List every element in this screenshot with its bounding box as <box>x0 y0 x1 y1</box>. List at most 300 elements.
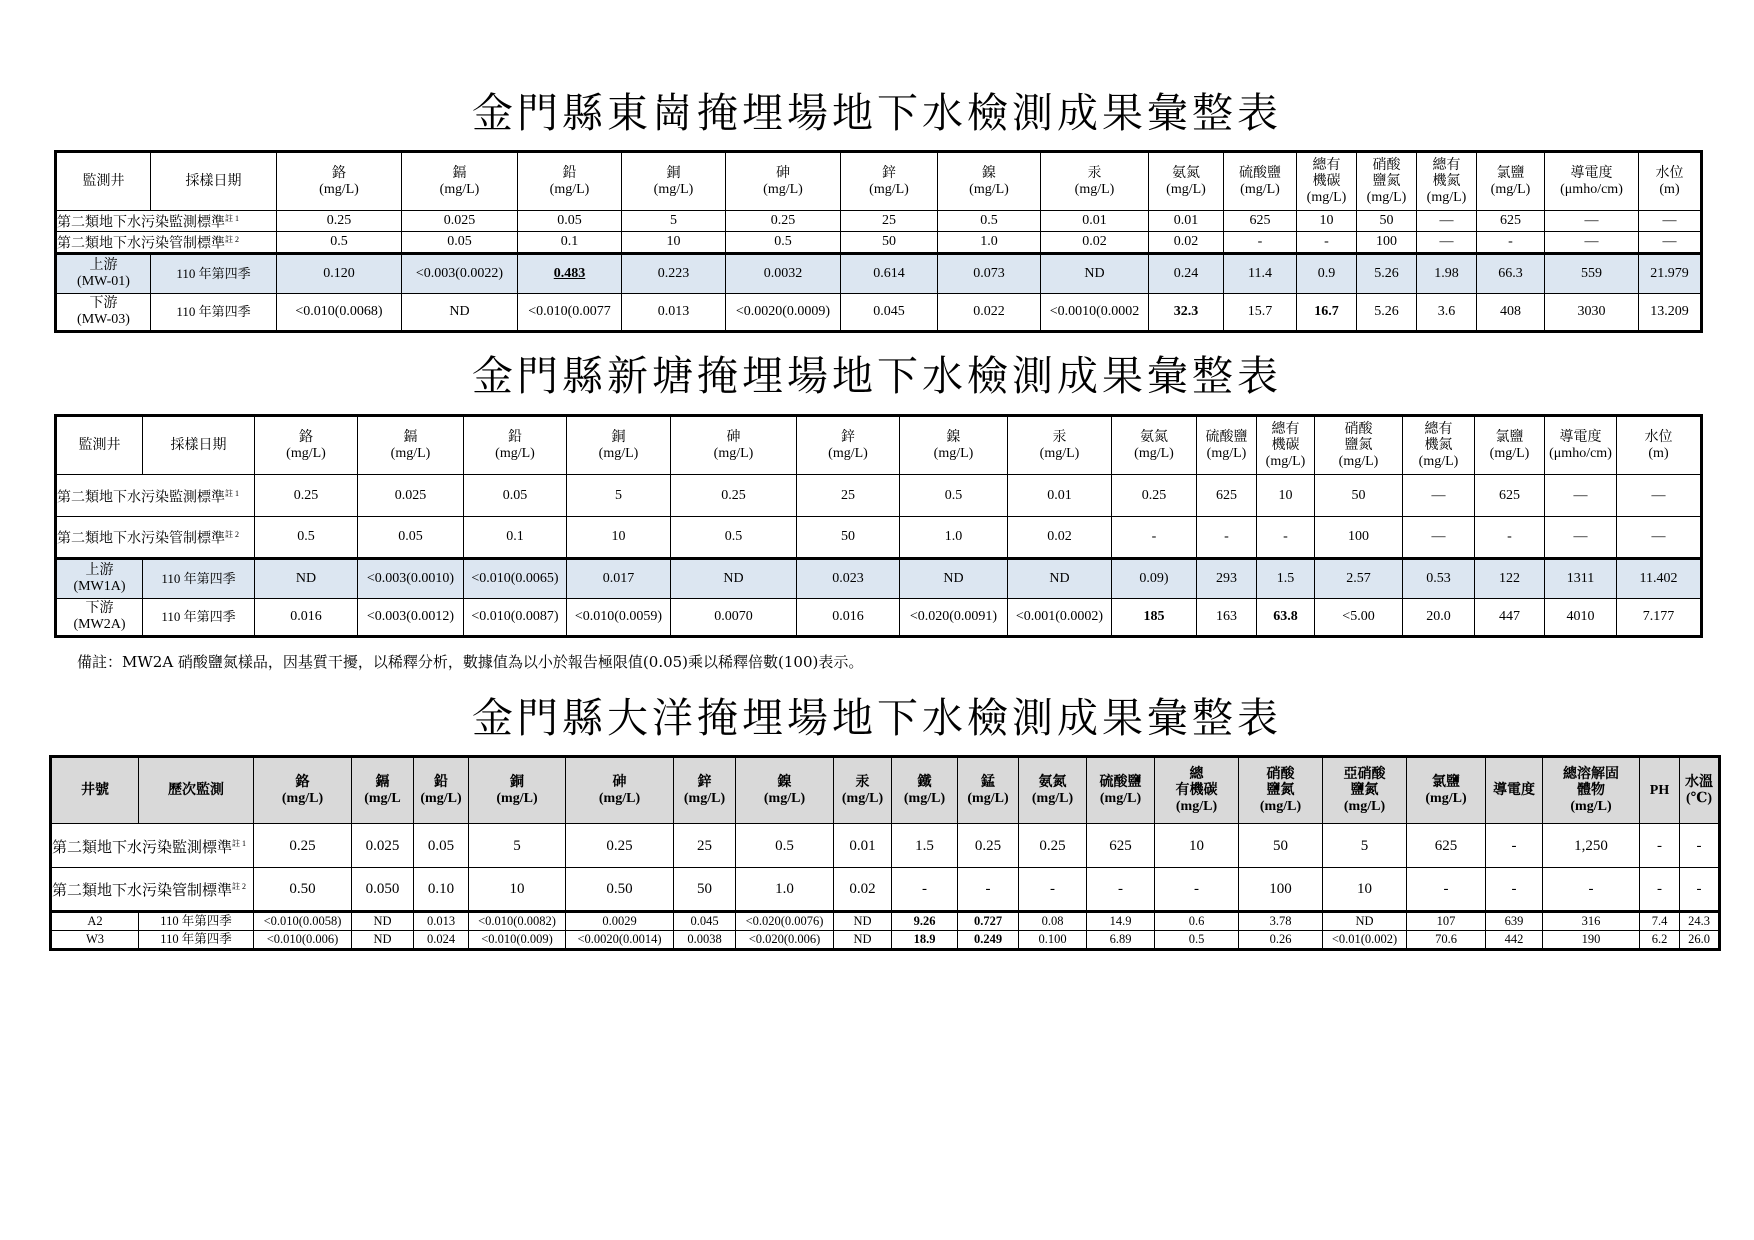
measurement-value: 190 <box>1543 931 1640 950</box>
standard-value: - <box>1224 232 1297 254</box>
table1-title: 金門縣東崗掩埋場地下水檢測成果彙整表 <box>472 89 1282 137</box>
measurement-value: 0.100 <box>1019 931 1087 950</box>
table1 <box>54 150 1703 333</box>
standard-value: 5 <box>622 211 726 232</box>
standard-value: - <box>1680 868 1720 912</box>
standard-value: 5 <box>1323 824 1407 868</box>
standard-value: 0.5 <box>736 824 834 868</box>
measurement-value: ND <box>1323 912 1407 931</box>
measurement-value: ND <box>1041 253 1149 293</box>
column-header: 硝酸 鹽氮 (mg/L) <box>1357 152 1417 211</box>
standard-value: - <box>1543 868 1640 912</box>
measurement-value: 3.78 <box>1239 912 1323 931</box>
measurement-value: 0.013 <box>414 912 469 931</box>
standard-value: - <box>1197 517 1257 559</box>
standard-value: 1.0 <box>938 232 1041 254</box>
measurement-value: <0.010(0.0068) <box>277 293 402 331</box>
measurement-value: 163 <box>1197 599 1257 637</box>
measurement-value: <0.010(0.0058) <box>254 912 352 931</box>
standard-value: 0.1 <box>518 232 622 254</box>
measurement-value: 18.9 <box>892 931 958 950</box>
measurement-value: 26.0 <box>1680 931 1720 950</box>
standard-value: - <box>1257 517 1315 559</box>
measurement-value: 1.5 <box>1257 559 1315 599</box>
column-header: 氨氮 (mg/L) <box>1112 416 1197 475</box>
footnote-mark: 註 2 <box>225 235 239 244</box>
measurement-value: <0.010(0.009) <box>469 931 566 950</box>
standard-value: 0.50 <box>566 868 674 912</box>
column-header: 銅 (mg/L) <box>469 757 566 824</box>
measurement-value: 5.26 <box>1357 253 1417 293</box>
standard-value: 50 <box>1357 211 1417 232</box>
table2-std1-row <box>56 475 1702 517</box>
table1-std1-row <box>56 211 1702 232</box>
column-header: 錳 (mg/L) <box>958 757 1019 824</box>
measurement-value: 0.023 <box>797 559 900 599</box>
measurement-value: 0.045 <box>841 293 938 331</box>
standard-value: 0.5 <box>277 232 402 254</box>
measurement-value: <0.0020(0.0009) <box>726 293 841 331</box>
measurement-value: 63.8 <box>1257 599 1315 637</box>
standard-value: 0.01 <box>1008 475 1112 517</box>
measurement-value: 0.24 <box>1149 253 1224 293</box>
column-header: 鎳 (mg/L) <box>900 416 1008 475</box>
well-id: A2 <box>51 912 139 931</box>
standard-value: 0.05 <box>402 232 518 254</box>
well-id: 上游 (MW-01) <box>56 253 151 293</box>
table3 <box>49 755 1721 951</box>
table3-row <box>51 931 1720 950</box>
measurement-value: <0.010(0.0059) <box>567 599 671 637</box>
measurement-value: 4010 <box>1545 599 1617 637</box>
table2-note: 備註：MW2A 硝酸鹽氮樣品，因基質干擾，以稀釋分析，數據值為以小於報告極限值(0.05)乘以稀釋倍數(100)表示。 <box>77 653 864 671</box>
table1-header-row <box>56 152 1702 211</box>
column-header: 汞 (mg/L) <box>834 757 892 824</box>
measurement-value: 0.120 <box>277 253 402 293</box>
measurement-value: <0.010(0.0087) <box>464 599 567 637</box>
standard-value: 1,250 <box>1543 824 1640 868</box>
measurement-value: 107 <box>1407 912 1486 931</box>
measurement-value: 0.0070 <box>671 599 797 637</box>
column-header: 鉛 (mg/L) <box>414 757 469 824</box>
standard-value: 0.25 <box>1112 475 1197 517</box>
standard-value: - <box>1640 824 1680 868</box>
standard-value: 0.025 <box>358 475 464 517</box>
measurement-value: ND <box>352 931 414 950</box>
column-header: 銅 (mg/L) <box>622 152 726 211</box>
column-header: 汞 (mg/L) <box>1041 152 1149 211</box>
measurement-value: 0.5 <box>1155 931 1239 950</box>
table3-row <box>51 912 1720 931</box>
measurement-value: 0.6 <box>1155 912 1239 931</box>
measurement-value: ND <box>255 559 358 599</box>
standard-value: 10 <box>1297 211 1357 232</box>
table2-row <box>56 599 1702 637</box>
standard-value: 5 <box>567 475 671 517</box>
column-header: 鎘 (mg/L <box>352 757 414 824</box>
standard-value: 0.05 <box>518 211 622 232</box>
footnote-mark: 註 2 <box>232 882 247 891</box>
column-header: 井號 <box>51 757 139 824</box>
standard-label <box>56 232 277 254</box>
standard-value: 25 <box>841 211 938 232</box>
standard-value: - <box>958 868 1019 912</box>
footnote-mark: 註 2 <box>225 530 239 540</box>
column-header: 氯鹽 (mg/L) <box>1475 416 1545 475</box>
standard-value: - <box>1155 868 1239 912</box>
standard-value: 10 <box>469 868 566 912</box>
standard-value: — <box>1617 517 1702 559</box>
sample-date: 110 年第四季 <box>139 912 254 931</box>
table3-title: 金門縣大洋掩埋場地下水檢測成果彙整表 <box>472 694 1282 742</box>
standard-value: — <box>1545 211 1639 232</box>
standard-value: 0.5 <box>900 475 1008 517</box>
column-header: 硫酸鹽 (mg/L) <box>1197 416 1257 475</box>
table2 <box>54 414 1703 638</box>
column-header: 總有 機碳 (mg/L) <box>1297 152 1357 211</box>
column-header: 水溫 (℃) <box>1680 757 1720 824</box>
standard-value: — <box>1403 475 1475 517</box>
measurement-value: 0.483 <box>518 253 622 293</box>
standard-value: 0.25 <box>255 475 358 517</box>
column-header: 硝酸 鹽氮 (mg/L) <box>1315 416 1403 475</box>
standard-value: 0.5 <box>726 232 841 254</box>
column-header: 鉻 (mg/L) <box>254 757 352 824</box>
standard-label <box>51 824 254 868</box>
standard-value: 100 <box>1315 517 1403 559</box>
column-header: 氨氮 (mg/L) <box>1019 757 1087 824</box>
column-header: 砷 (mg/L) <box>566 757 674 824</box>
measurement-value: <0.003(0.0012) <box>358 599 464 637</box>
standard-label <box>51 868 254 912</box>
column-header: 砷 (mg/L) <box>726 152 841 211</box>
measurement-value: 15.7 <box>1224 293 1297 331</box>
standard-value: 0.5 <box>938 211 1041 232</box>
standard-value: — <box>1617 475 1702 517</box>
sample-date: 110 年第四季 <box>143 559 255 599</box>
measurement-value: 122 <box>1475 559 1545 599</box>
measurement-value: 559 <box>1545 253 1639 293</box>
measurement-value: 16.7 <box>1297 293 1357 331</box>
measurement-value: 0.223 <box>622 253 726 293</box>
measurement-value: 408 <box>1477 293 1545 331</box>
column-header: 監測井 <box>56 152 151 211</box>
measurement-value: 0.727 <box>958 912 1019 931</box>
measurement-value: 70.6 <box>1407 931 1486 950</box>
column-header: 導電度 <box>1486 757 1543 824</box>
standard-value: 50 <box>674 868 736 912</box>
table2-header-row <box>56 416 1702 475</box>
measurement-value: ND <box>1008 559 1112 599</box>
column-header: 水位 (m) <box>1639 152 1702 211</box>
measurement-value: <0.0010(0.0002 <box>1041 293 1149 331</box>
measurement-value: <0.010(0.0082) <box>469 912 566 931</box>
standard-label <box>56 475 255 517</box>
measurement-value: 0.09) <box>1112 559 1197 599</box>
measurement-value: 0.017 <box>567 559 671 599</box>
standard-value: - <box>1407 868 1486 912</box>
standard-value: — <box>1417 211 1477 232</box>
column-header: 鎳 (mg/L) <box>938 152 1041 211</box>
measurement-value: <0.020(0.006) <box>736 931 834 950</box>
standard-value: 0.02 <box>1008 517 1112 559</box>
measurement-value: <0.020(0.0091) <box>900 599 1008 637</box>
measurement-value: 0.016 <box>255 599 358 637</box>
column-header: 導電度 (μmho/cm) <box>1545 416 1617 475</box>
column-header: 總 有機碳 (mg/L) <box>1155 757 1239 824</box>
measurement-value: 66.3 <box>1477 253 1545 293</box>
standard-value: 0.25 <box>254 824 352 868</box>
standard-value: 25 <box>797 475 900 517</box>
column-header: 鉻 (mg/L) <box>277 152 402 211</box>
standard-value: 625 <box>1477 211 1545 232</box>
standard-value: 0.50 <box>254 868 352 912</box>
standard-value: 0.5 <box>671 517 797 559</box>
standard-value: 50 <box>1315 475 1403 517</box>
measurement-value: 11.402 <box>1617 559 1702 599</box>
standard-value: — <box>1417 232 1477 254</box>
measurement-value: <0.003(0.0010) <box>358 559 464 599</box>
sample-date: 110 年第四季 <box>139 931 254 950</box>
column-header: 總溶解固 體物 (mg/L) <box>1543 757 1640 824</box>
table1-row <box>56 293 1702 331</box>
standard-value: 625 <box>1407 824 1486 868</box>
column-header: 鎘 (mg/L) <box>402 152 518 211</box>
standard-value: 5 <box>469 824 566 868</box>
measurement-value: 0.024 <box>414 931 469 950</box>
standard-value: 0.025 <box>402 211 518 232</box>
standard-value: - <box>1475 517 1545 559</box>
column-header: 氯鹽 (mg/L) <box>1407 757 1486 824</box>
standard-value: 10 <box>1323 868 1407 912</box>
footnote-mark: 註 1 <box>225 488 239 498</box>
footnote-mark: 註 1 <box>225 214 239 224</box>
measurement-value: 0.045 <box>674 912 736 931</box>
standard-value: 50 <box>1239 824 1323 868</box>
standard-value: 0.025 <box>352 824 414 868</box>
standard-value: 625 <box>1087 824 1155 868</box>
column-header: 鋅 (mg/L) <box>674 757 736 824</box>
standard-value: - <box>1019 868 1087 912</box>
measurement-value: 0.26 <box>1239 931 1323 950</box>
standard-value: 0.02 <box>1041 232 1149 254</box>
standard-value: 0.1 <box>464 517 567 559</box>
standard-label-text: 第二類地下水污染管制標準 <box>57 531 225 547</box>
table2-title: 金門縣新塘掩埋場地下水檢測成果彙整表 <box>472 352 1282 400</box>
standard-value: 0.01 <box>1149 211 1224 232</box>
measurement-value: 0.0038 <box>674 931 736 950</box>
measurement-value: 3030 <box>1545 293 1639 331</box>
column-header: 亞硝酸 鹽氮 (mg/L) <box>1323 757 1407 824</box>
standard-value: 0.050 <box>352 868 414 912</box>
column-header: 銅 (mg/L) <box>567 416 671 475</box>
footnote-mark: 註 1 <box>232 838 247 848</box>
column-header: 硫酸鹽 (mg/L) <box>1224 152 1297 211</box>
standard-label <box>56 517 255 559</box>
standard-value: 0.05 <box>358 517 464 559</box>
measurement-value: 7.4 <box>1640 912 1680 931</box>
standard-value: 10 <box>1257 475 1315 517</box>
measurement-value: 1.98 <box>1417 253 1477 293</box>
standard-value: - <box>1640 868 1680 912</box>
measurement-value: 442 <box>1486 931 1543 950</box>
measurement-value: <0.020(0.0076) <box>736 912 834 931</box>
sample-date: 110 年第四季 <box>143 599 255 637</box>
standard-value: 10 <box>567 517 671 559</box>
column-header: 砷 (mg/L) <box>671 416 797 475</box>
measurement-value: ND <box>834 912 892 931</box>
measurement-value: 0.9 <box>1297 253 1357 293</box>
measurement-value: 24.3 <box>1680 912 1720 931</box>
column-header: 鐵 (mg/L) <box>892 757 958 824</box>
measurement-value: 32.3 <box>1149 293 1224 331</box>
standard-value: - <box>1112 517 1197 559</box>
standard-value: 0.01 <box>1041 211 1149 232</box>
standard-value: 0.25 <box>277 211 402 232</box>
standard-value: - <box>1297 232 1357 254</box>
table1-std2-row <box>56 232 1702 254</box>
standard-value: - <box>1486 868 1543 912</box>
standard-value: 625 <box>1475 475 1545 517</box>
measurement-value: ND <box>402 293 518 331</box>
column-header: 氯鹽 (mg/L) <box>1477 152 1545 211</box>
column-header: 水位 (m) <box>1617 416 1702 475</box>
standard-value: 25 <box>674 824 736 868</box>
column-header: 鋅 (mg/L) <box>797 416 900 475</box>
standard-label-text: 第二類地下水污染監測標準 <box>57 490 225 506</box>
well-id: 下游 (MW-03) <box>56 293 151 331</box>
measurement-value: ND <box>900 559 1008 599</box>
measurement-value: 14.9 <box>1087 912 1155 931</box>
column-header: 鉛 (mg/L) <box>518 152 622 211</box>
column-header: 總有 機氮 (mg/L) <box>1417 152 1477 211</box>
measurement-value: 9.26 <box>892 912 958 931</box>
standard-value: 0.05 <box>414 824 469 868</box>
column-header: 鎘 (mg/L) <box>358 416 464 475</box>
standard-value: 100 <box>1239 868 1323 912</box>
standard-value: 1.5 <box>892 824 958 868</box>
measurement-value: 3.6 <box>1417 293 1477 331</box>
standard-value: 50 <box>797 517 900 559</box>
table1-row <box>56 253 1702 293</box>
column-header: 汞 (mg/L) <box>1008 416 1112 475</box>
measurement-value: <0.010(0.006) <box>254 931 352 950</box>
column-header: 總有 機碳 (mg/L) <box>1257 416 1315 475</box>
column-header: 採樣日期 <box>151 152 277 211</box>
measurement-value: <0.003(0.0022) <box>402 253 518 293</box>
measurement-value: 316 <box>1543 912 1640 931</box>
standard-value: — <box>1545 475 1617 517</box>
standard-value: - <box>1087 868 1155 912</box>
measurement-value: 21.979 <box>1639 253 1702 293</box>
measurement-value: <5.00 <box>1315 599 1403 637</box>
well-id: W3 <box>51 931 139 950</box>
standard-value: 0.10 <box>414 868 469 912</box>
column-header: 鋅 (mg/L) <box>841 152 938 211</box>
measurement-value: <0.0020(0.0014) <box>566 931 674 950</box>
standard-value: 0.25 <box>958 824 1019 868</box>
sample-date: 110 年第四季 <box>151 253 277 293</box>
standard-value: — <box>1639 211 1702 232</box>
standard-value: 100 <box>1357 232 1417 254</box>
standard-value: — <box>1545 517 1617 559</box>
measurement-value: 0.022 <box>938 293 1041 331</box>
measurement-value: 185 <box>1112 599 1197 637</box>
standard-value: 1.0 <box>900 517 1008 559</box>
column-header: 鉛 (mg/L) <box>464 416 567 475</box>
standard-value: - <box>892 868 958 912</box>
measurement-value: <0.010(0.0065) <box>464 559 567 599</box>
standard-value: 0.02 <box>1149 232 1224 254</box>
standard-value: — <box>1639 232 1702 254</box>
measurement-value: ND <box>352 912 414 931</box>
measurement-value: 0.016 <box>797 599 900 637</box>
table2-std2-row <box>56 517 1702 559</box>
measurement-value: 0.0029 <box>566 912 674 931</box>
table3-std2-row <box>51 868 1720 912</box>
standard-value: - <box>1486 824 1543 868</box>
measurement-value: ND <box>671 559 797 599</box>
measurement-value: 1311 <box>1545 559 1617 599</box>
measurement-value: 0.08 <box>1019 912 1087 931</box>
measurement-value: 6.2 <box>1640 931 1680 950</box>
column-header: 總有 機氮 (mg/L) <box>1403 416 1475 475</box>
standard-value: 0.01 <box>834 824 892 868</box>
standard-value: 0.02 <box>834 868 892 912</box>
measurement-value: 0.249 <box>958 931 1019 950</box>
standard-label-text: 第二類地下水污染管制標準 <box>57 236 225 252</box>
standard-label <box>56 211 277 232</box>
standard-value: 50 <box>841 232 938 254</box>
column-header: PH <box>1640 757 1680 824</box>
column-header: 氨氮 (mg/L) <box>1149 152 1224 211</box>
measurement-value: 0.073 <box>938 253 1041 293</box>
measurement-value: <0.010(0.0077 <box>518 293 622 331</box>
measurement-value: 0.0032 <box>726 253 841 293</box>
column-header: 歷次監測 <box>139 757 254 824</box>
standard-label-text: 第二類地下水污染監測標準 <box>52 839 233 856</box>
column-header: 鎳 (mg/L) <box>736 757 834 824</box>
column-header: 硫酸鹽 (mg/L) <box>1087 757 1155 824</box>
well-id: 下游 (MW2A) <box>56 599 143 637</box>
table3-header-row <box>51 757 1720 824</box>
column-header: 導電度 (μmho/cm) <box>1545 152 1639 211</box>
sample-date: 110 年第四季 <box>151 293 277 331</box>
standard-value: 10 <box>1155 824 1239 868</box>
measurement-value: 13.209 <box>1639 293 1702 331</box>
measurement-value: 293 <box>1197 559 1257 599</box>
standard-label-text: 第二類地下水污染管制標準 <box>52 883 233 899</box>
column-header: 監測井 <box>56 416 143 475</box>
standard-value: - <box>1680 824 1720 868</box>
standard-value: — <box>1403 517 1475 559</box>
measurement-value: ND <box>834 931 892 950</box>
measurement-value: 20.0 <box>1403 599 1475 637</box>
table2-row <box>56 559 1702 599</box>
column-header: 鉻 (mg/L) <box>255 416 358 475</box>
standard-value: 0.25 <box>566 824 674 868</box>
measurement-value: 0.013 <box>622 293 726 331</box>
measurement-value: 0.53 <box>1403 559 1475 599</box>
measurement-value: 6.89 <box>1087 931 1155 950</box>
measurement-value: 447 <box>1475 599 1545 637</box>
standard-value: 625 <box>1197 475 1257 517</box>
measurement-value: 639 <box>1486 912 1543 931</box>
standard-value: 0.25 <box>671 475 797 517</box>
column-header: 採樣日期 <box>143 416 255 475</box>
measurement-value: <0.01(0.002) <box>1323 931 1407 950</box>
standard-value: 10 <box>622 232 726 254</box>
